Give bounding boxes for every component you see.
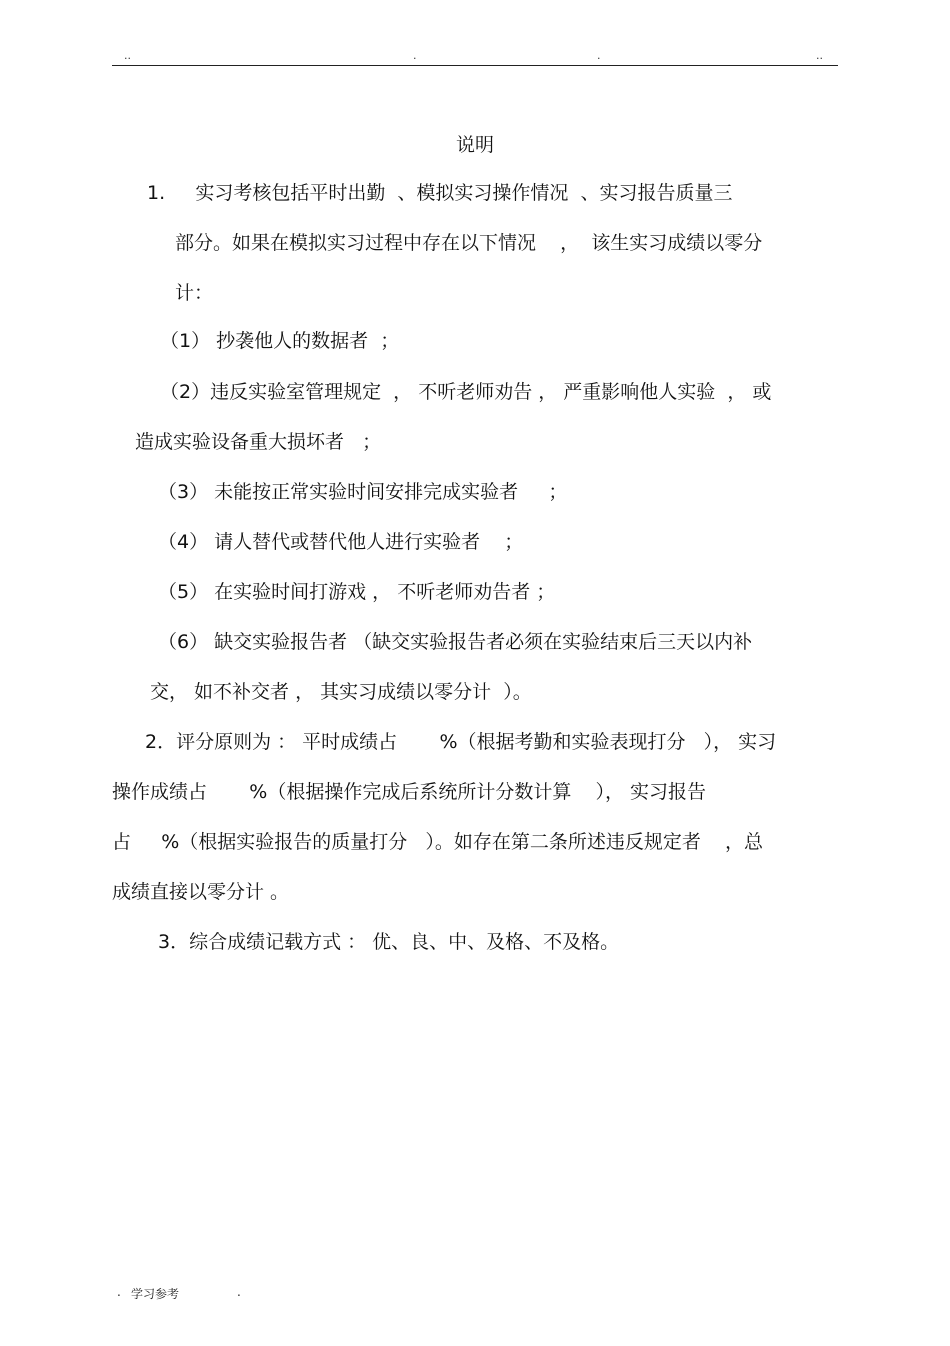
item-2-line-2: 操作成绩占 %（根据操作完成后系统所计分数计算 ）， 实习报告 xyxy=(112,781,707,803)
footer-left-dot: . xyxy=(117,1285,121,1299)
item-3: 3．综合成绩记载方式 ： 优、良、中、及格、不及格。 xyxy=(158,931,620,953)
sub-item-6-line-2: 交， 如不补交者 ， 其实习成绩以零分计 ）。 xyxy=(150,681,532,703)
sub-item-4: （4） 请人替代或替代他人进行实验者 ； xyxy=(158,531,524,553)
item-2-line-4: 成绩直接以零分计 。 xyxy=(112,881,290,903)
footer-text: 学习参考 xyxy=(131,1287,180,1301)
item-1-line-1: 1. 实习考核包括平时出勤 、模拟实习操作情况 、实习报告质量三 xyxy=(147,182,733,204)
sub-item-2-line-2: 造成实验设备重大损坏者 ； xyxy=(135,431,382,453)
sub-item-1: （1） 抄袭他人的数据者 ； xyxy=(160,330,400,352)
header-rule xyxy=(112,65,838,66)
item-1-line-2: 部分。如果在模拟实习过程中存在以下情况 ， 该生实习成绩以零分 xyxy=(175,232,763,254)
header-dot-4: .. xyxy=(816,49,823,62)
item-2-line-1: 2．评分原则为 ： 平时成绩占 %（根据考勤和实验表现打分 ）， 实习 xyxy=(145,731,777,753)
sub-item-6-line-1: （6） 缺交实验报告者 （缺交实验报告者必须在实验结束后三天以内补 xyxy=(158,631,753,653)
sub-item-3: （3） 未能按正常实验时间安排完成实验者 ； xyxy=(158,481,568,503)
header-dot-1: .. xyxy=(124,49,131,62)
footer-right-dot: . xyxy=(237,1285,241,1299)
header-dot-2: . xyxy=(413,49,417,62)
header-dot-3: . xyxy=(597,49,601,62)
sub-item-5: （5） 在实验时间打游戏 ， 不听老师劝告者 ； xyxy=(158,581,556,603)
sub-item-2-line-1: （2）违反实验室管理规定 ， 不听老师劝告 ， 严重影响他人实验 ， 或 xyxy=(160,381,772,403)
item-2-line-3: 占 %（根据实验报告的质量打分 ）。如存在第二条所述违反规定者 ，总 xyxy=(112,831,764,853)
document-title: 说明 xyxy=(455,134,494,156)
item-1-line-3: 计： xyxy=(175,282,214,304)
